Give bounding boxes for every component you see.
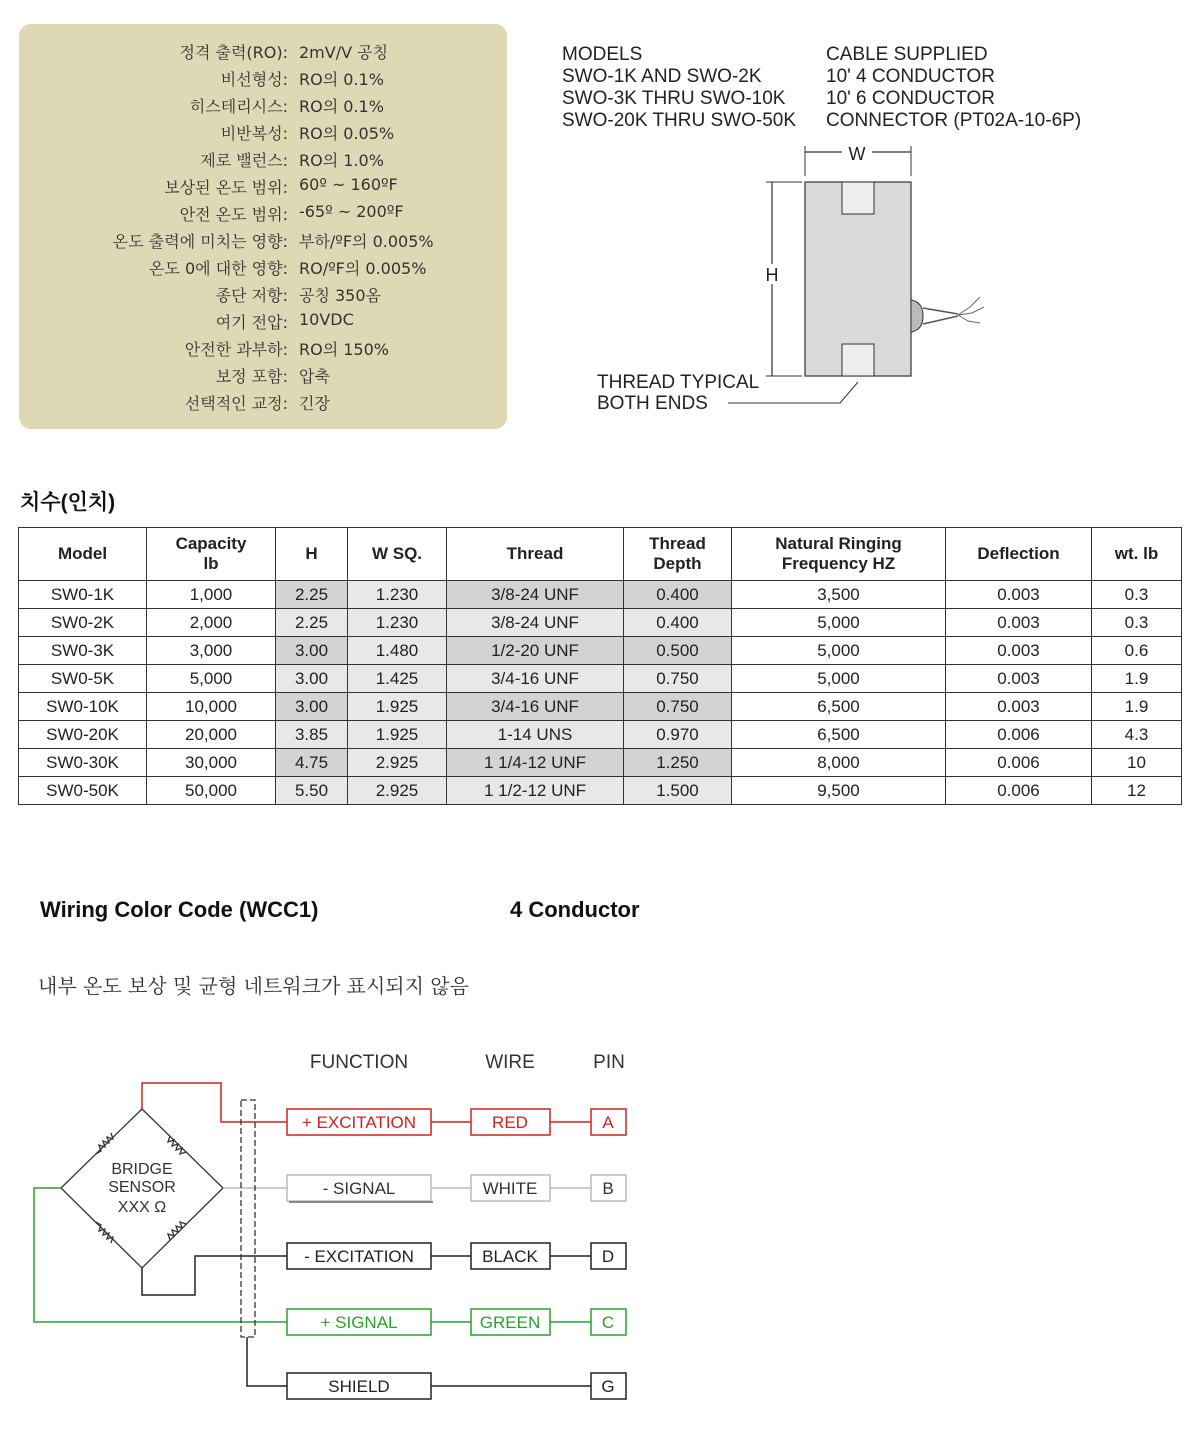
thread-note-line2: BOTH ENDS (597, 393, 708, 414)
table-row (19, 749, 1182, 777)
spec-row (19, 229, 507, 256)
h-label: H (765, 265, 779, 285)
spec-value: 긴장 (299, 394, 330, 413)
bridge-label-2: SENSOR (108, 1179, 176, 1196)
function-label: SHIELD (328, 1377, 390, 1396)
models-header: MODELS (562, 44, 643, 65)
wiring-diagram (20, 1040, 660, 1420)
table-cell: 3/4-16 UNF (447, 693, 624, 721)
table-cell: 0.006 (946, 749, 1092, 777)
conductor-label: 4 Conductor (510, 897, 640, 922)
cable-type: 10' 4 CONDUCTOR (826, 66, 996, 87)
col-h: H (276, 528, 348, 581)
table-header-row (19, 528, 1182, 581)
cable-header: CABLE SUPPLIED (826, 44, 988, 65)
table-cell: 0.6 (1092, 637, 1182, 665)
black-wire (142, 1256, 287, 1295)
spec-value: RO의 150% (299, 340, 389, 359)
table-cell: 1.500 (624, 777, 732, 805)
table-cell: 1-14 UNS (447, 721, 624, 749)
table-cell: 0.006 (946, 721, 1092, 749)
table-cell: 10 (1092, 749, 1182, 777)
table-cell: 2,000 (147, 609, 276, 637)
spec-value: 2mV/V 공칭 (299, 43, 389, 62)
table-cell: 1.9 (1092, 665, 1182, 693)
table-row (19, 637, 1182, 665)
col-w: W SQ. (348, 528, 447, 581)
table-row (19, 665, 1182, 693)
table-cell: 0.003 (946, 665, 1092, 693)
table-cell: 10,000 (147, 693, 276, 721)
spec-label: 보정 포함: (215, 367, 288, 386)
pin-label: B (602, 1179, 614, 1198)
spec-label: 제로 밸런스: (200, 151, 288, 170)
table-cell: 3.00 (276, 693, 348, 721)
spec-label: 비반복성: (220, 124, 288, 143)
wire-label: BLACK (482, 1247, 538, 1266)
cable-type: CONNECTOR (PT02A-10-6P) (826, 110, 1082, 131)
spec-value: RO/ºF의 0.005% (299, 259, 427, 278)
table-cell: 3,000 (147, 637, 276, 665)
spec-row (19, 283, 507, 310)
function-label: + SIGNAL (320, 1313, 398, 1332)
thread-note-line1: THREAD TYPICAL (597, 372, 760, 393)
spec-value: 부하/ºF의 0.005% (299, 232, 434, 251)
table-cell: 0.003 (946, 581, 1092, 609)
table-cell: 5,000 (147, 665, 276, 693)
wiring-title: Wiring Color Code (WCC1) (40, 897, 319, 922)
spec-value: 압축 (299, 367, 330, 386)
table-cell: 2.925 (348, 777, 447, 805)
table-cell: 1.230 (348, 609, 447, 637)
table-cell: 1.480 (348, 637, 447, 665)
spec-label: 선택적인 교정: (184, 394, 288, 413)
pin-label: G (601, 1377, 615, 1396)
function-label: - SIGNAL (322, 1179, 396, 1198)
dimensions-table (18, 527, 1182, 805)
spec-row (19, 391, 507, 418)
table-cell: 5.50 (276, 777, 348, 805)
table-row (19, 609, 1182, 637)
spec-value: 공칭 350옴 (299, 286, 381, 305)
spec-label: 종단 저항: (215, 286, 288, 305)
table-cell: SW0-3K (19, 637, 147, 665)
cable-type: 10' 6 CONDUCTOR (826, 88, 996, 109)
table-cell: 3.00 (276, 637, 348, 665)
bridge-label-1: BRIDGE (111, 1161, 173, 1178)
table-row (19, 581, 1182, 609)
cable-shield (241, 1100, 255, 1337)
cable-gland (911, 300, 923, 332)
table-cell: 4.75 (276, 749, 348, 777)
wiring-note: 내부 온도 보상 및 균형 네트워크가 표시되지 않음 (38, 974, 469, 998)
table-cell: 0.500 (624, 637, 732, 665)
spec-row (19, 148, 507, 175)
table-cell: 20,000 (147, 721, 276, 749)
dimensions-title: 치수(인치) (20, 491, 116, 514)
spec-value: RO의 0.1% (299, 97, 384, 116)
spec-row (19, 364, 507, 391)
table-cell: 3/8-24 UNF (447, 581, 624, 609)
spec-label: 비선형성: (220, 70, 288, 89)
table-cell: 4.3 (1092, 721, 1182, 749)
bridge-sensor (61, 1109, 223, 1268)
spec-row (19, 202, 507, 229)
table-cell: 0.3 (1092, 581, 1182, 609)
table-cell: 1.425 (348, 665, 447, 693)
table-cell: SW0-10K (19, 693, 147, 721)
model-range: SWO-3K THRU SWO-10K (562, 88, 786, 109)
spec-label: 안전 온도 범위: (179, 205, 288, 224)
col-frequency: Natural Ringing Frequency HZ (732, 528, 946, 581)
table-cell: 0.750 (624, 693, 732, 721)
spec-label: 여기 전압: (215, 313, 288, 332)
table-cell: SW0-1K (19, 581, 147, 609)
col-weight: wt. lb (1092, 528, 1182, 581)
table-cell: 1 1/4-12 UNF (447, 749, 624, 777)
table-cell: 0.750 (624, 665, 732, 693)
top-thread (842, 182, 874, 214)
spec-value: 10VDC (299, 310, 354, 329)
spec-row (19, 337, 507, 364)
wire-label: GREEN (479, 1313, 541, 1332)
table-cell: SW0-50K (19, 777, 147, 805)
table-cell: 0.003 (946, 609, 1092, 637)
wire-label: RED (492, 1113, 528, 1132)
table-cell: 50,000 (147, 777, 276, 805)
spec-row (19, 256, 507, 283)
table-cell: 3/8-24 UNF (447, 609, 624, 637)
table-cell: 5,000 (732, 665, 946, 693)
table-cell: SW0-30K (19, 749, 147, 777)
table-cell: 30,000 (147, 749, 276, 777)
table-cell: 6,500 (732, 693, 946, 721)
table-cell: 3,500 (732, 581, 946, 609)
table-cell: 0.3 (1092, 609, 1182, 637)
table-cell: 8,000 (732, 749, 946, 777)
table-cell: SW0-20K (19, 721, 147, 749)
table-cell: 0.003 (946, 637, 1092, 665)
spec-row (19, 121, 507, 148)
model-range: SWO-1K AND SWO-2K (562, 66, 762, 87)
pin-label: C (601, 1313, 615, 1332)
table-cell: 2.25 (276, 581, 348, 609)
spec-row (19, 67, 507, 94)
load-cell-drawing (580, 138, 1020, 423)
cable (923, 308, 958, 324)
table-body (19, 581, 1182, 805)
spec-value: RO의 0.05% (299, 124, 395, 143)
spec-value: RO의 1.0% (299, 151, 384, 170)
spec-label: 히스테리시스: (189, 97, 288, 116)
spec-row (19, 310, 507, 337)
table-cell: 1,000 (147, 581, 276, 609)
table-cell: 0.970 (624, 721, 732, 749)
wire-label: WHITE (482, 1179, 538, 1198)
wire-header: WIRE (485, 1052, 535, 1073)
table-cell: 1 1/2-12 UNF (447, 777, 624, 805)
shield-wire (247, 1337, 287, 1386)
spec-value: -65º ~ 200ºF (299, 202, 404, 221)
wire-rows (287, 1109, 626, 1399)
pin-header: PIN (593, 1052, 625, 1073)
table-cell: 1.230 (348, 581, 447, 609)
w-label: W (848, 144, 866, 164)
spec-row (19, 40, 507, 67)
table-cell: 1/2-20 UNF (447, 637, 624, 665)
col-thread: Thread (447, 528, 624, 581)
table-cell: 3.85 (276, 721, 348, 749)
col-thread-depth: Thread Depth (624, 528, 732, 581)
cable-list (826, 44, 1081, 132)
table-cell: 2.25 (276, 609, 348, 637)
table-cell: SW0-2K (19, 609, 147, 637)
function-label: + EXCITATION (301, 1113, 417, 1132)
function-label: - EXCITATION (304, 1247, 414, 1266)
red-wire (142, 1083, 287, 1122)
cable-wires (958, 297, 984, 323)
table-cell: 0.006 (946, 777, 1092, 805)
table-cell: 0.400 (624, 609, 732, 637)
table-cell: 1.250 (624, 749, 732, 777)
bottom-thread (842, 344, 874, 376)
pin-label: D (601, 1247, 615, 1266)
spec-row (19, 175, 507, 202)
table-cell: SW0-5K (19, 665, 147, 693)
spec-label: 온도 출력에 미치는 영향: (112, 232, 288, 251)
table-row (19, 693, 1182, 721)
table-cell: 12 (1092, 777, 1182, 805)
table-cell: 1.925 (348, 721, 447, 749)
table-cell: 6,500 (732, 721, 946, 749)
models-list (562, 44, 796, 132)
table-cell: 0.400 (624, 581, 732, 609)
table-cell: 1.925 (348, 693, 447, 721)
spec-panel (19, 24, 507, 429)
bridge-label-3: XXX Ω (117, 1199, 167, 1216)
table-cell: 2.925 (348, 749, 447, 777)
spec-label: 보상된 온도 범위: (164, 178, 288, 197)
table-cell: 1.9 (1092, 693, 1182, 721)
table-row (19, 777, 1182, 805)
col-capacity: Capacity lb (147, 528, 276, 581)
spec-label: 온도 0에 대한 영향: (148, 259, 288, 278)
spec-label: 안전한 과부하: (184, 340, 288, 359)
spec-row (19, 94, 507, 121)
table-cell: 3/4-16 UNF (447, 665, 624, 693)
table-cell: 0.003 (946, 693, 1092, 721)
col-model: Model (19, 528, 147, 581)
spec-label: 정격 출력(RO): (179, 43, 288, 62)
spec-value: 60º ~ 160ºF (299, 175, 398, 194)
model-range: SWO-20K THRU SWO-50K (562, 110, 797, 131)
col-deflection: Deflection (946, 528, 1092, 581)
table-cell: 5,000 (732, 637, 946, 665)
function-header: FUNCTION (309, 1052, 409, 1073)
table-cell: 3.00 (276, 665, 348, 693)
table-cell: 5,000 (732, 609, 946, 637)
spec-value: RO의 0.1% (299, 70, 384, 89)
pin-label: A (602, 1113, 614, 1132)
table-cell: 9,500 (732, 777, 946, 805)
table-row (19, 721, 1182, 749)
